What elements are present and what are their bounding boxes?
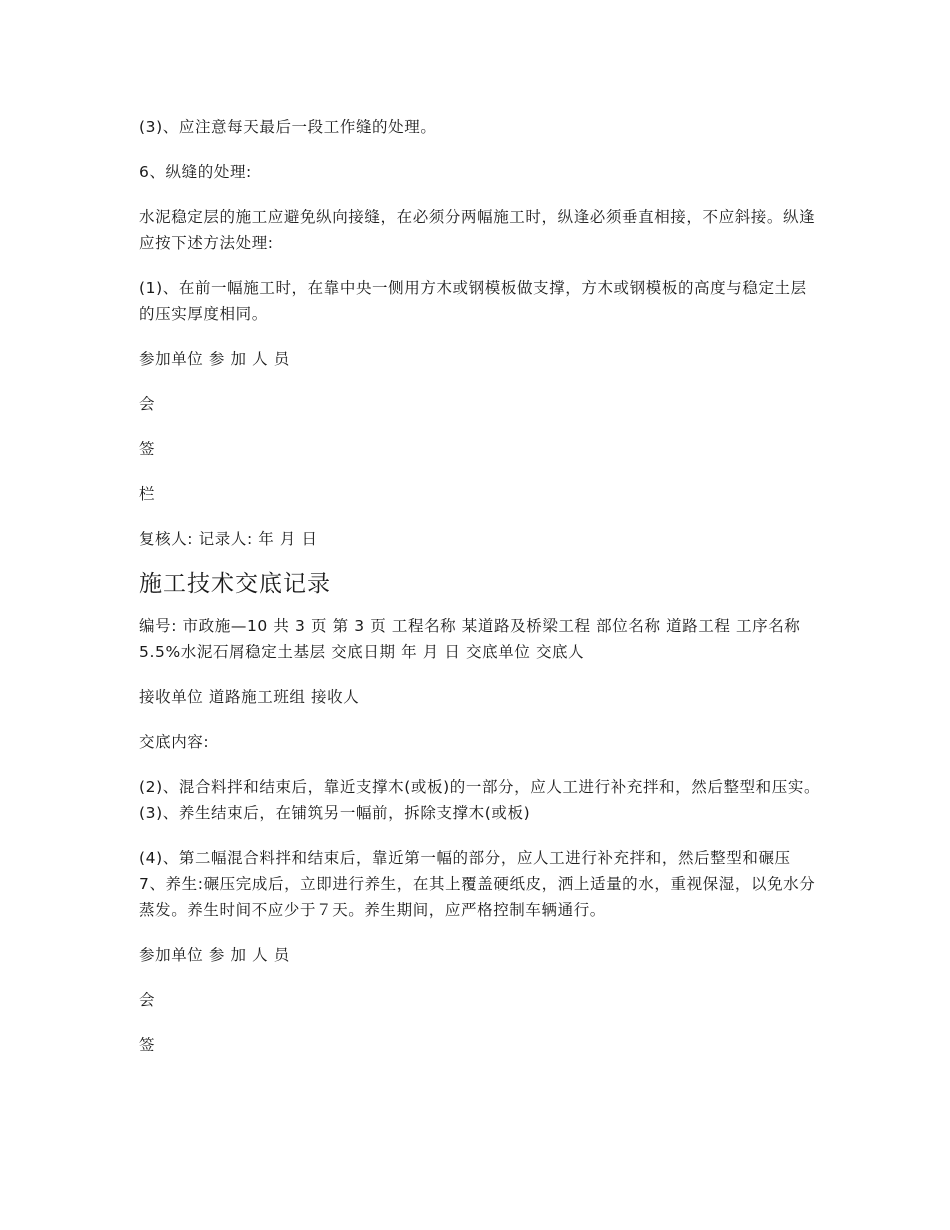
reviewer-line: 复核人: 记录人: 年 月 日 <box>139 530 318 548</box>
sign-char-2: 签 <box>139 440 156 458</box>
paragraph-work-joint: (3)、应注意每天最后一段工作缝的处理。 <box>139 118 437 136</box>
sign-char-3: 栏 <box>139 485 156 503</box>
paragraph-longitudinal-joint-rule: 水泥稳定层的施工应避免纵向接缝，在必须分两幅施工时，纵逢必须垂直相接，不应斜接。纵逢应按下述方法处理: <box>139 208 816 252</box>
sign-char-4: 会 <box>139 991 156 1009</box>
paragraph-longitudinal-joint-heading: 6、纵缝的处理: <box>139 163 252 181</box>
record-title: 施工技术交底记录 <box>139 571 331 597</box>
paragraph-curing: (4)、第二幅混合料拌和结束后，靠近第一幅的部分，应人工进行补充拌和，然后整型和碾压 7、养生:碾压完成后，立即进行养生，在其上覆盖硬纸皮，洒上适量的水，重视保湿，以免水分蒸发。养生时间不应少于７天。养生期间，应严格控制车辆通行。 <box>139 849 816 919</box>
receiving-unit: 接收单位 道路施工班组 接收人 <box>139 688 360 706</box>
document-page <box>139 114 821 1077</box>
paragraph-first-pass: (1)、在前一幅施工时，在靠中央一侧用方木或钢模板做支撑，方木或钢模板的高度与稳定土层的压实厚度相同。 <box>139 279 807 323</box>
sign-char-5: 签 <box>139 1036 156 1054</box>
sign-char-1: 会 <box>139 395 156 413</box>
participants-label: 参加单位 参 加 人 员 <box>139 350 290 368</box>
record-info: 编号: 市政施—10 共 3 页 第 3 页 工程名称 某道路及桥梁工程 部位名称 道路工程 工序名称 5.5%水泥石屑稳定土基层 交底日期 年 月 日 交底单位 交底人 <box>139 617 801 661</box>
participants-label-2: 参加单位 参 加 人 员 <box>139 946 290 964</box>
paragraph-mixing: (2)、混合料拌和结束后，靠近支撑木(或板)的一部分，应人工进行补充拌和，然后整型和压实。 (3)、养生结束后，在铺筑另一幅前，拆除支撑木(或板) <box>139 778 821 822</box>
content-label: 交底内容: <box>139 733 210 751</box>
